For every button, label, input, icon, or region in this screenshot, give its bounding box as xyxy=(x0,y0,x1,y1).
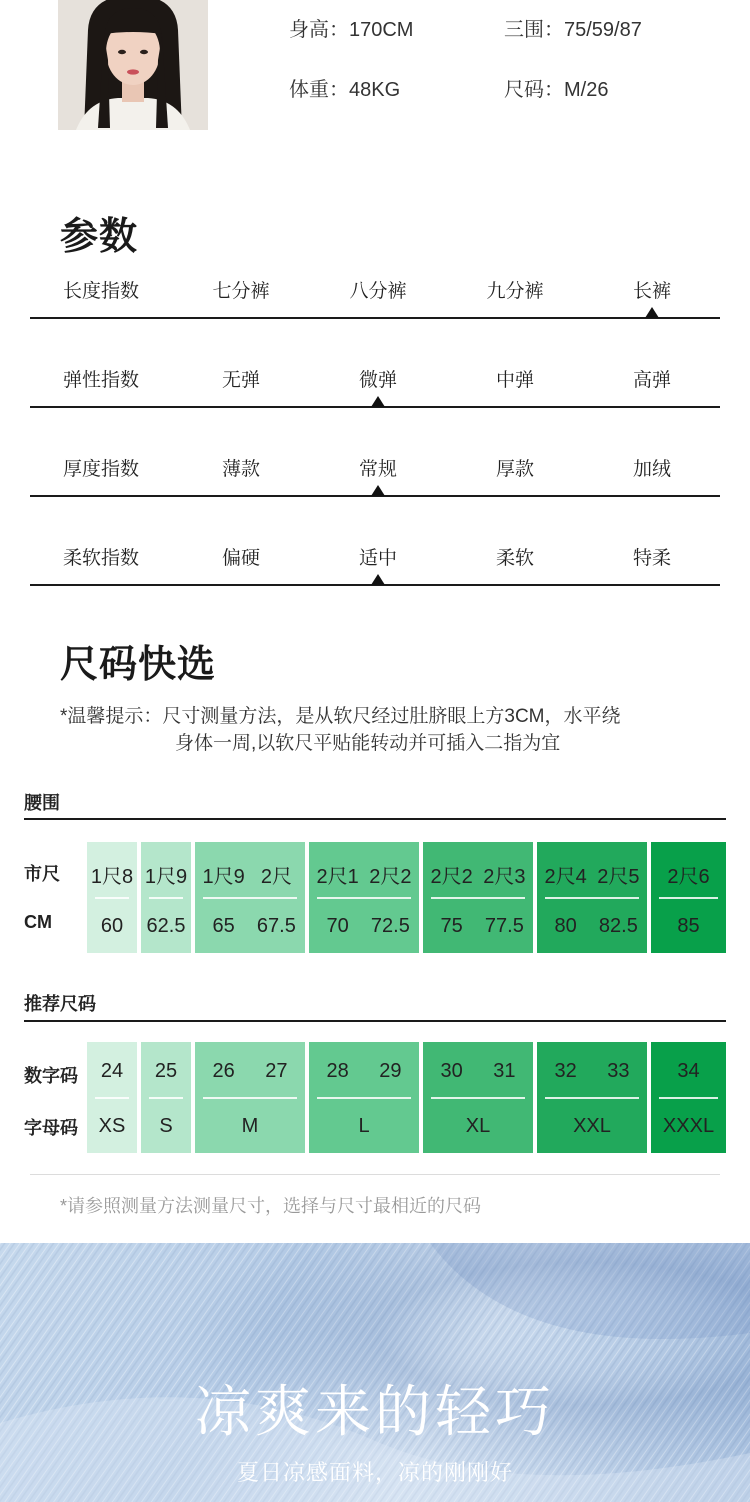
waist-group-separator xyxy=(203,897,297,899)
param-divider xyxy=(30,317,720,319)
recommend-size-group xyxy=(651,1042,726,1153)
recommend-top-value: 29 xyxy=(379,1060,402,1082)
waist-bottom-value: 65 xyxy=(212,915,235,937)
recommend-group-separator xyxy=(95,1097,129,1099)
recommend-bottom-value: XXL xyxy=(573,1115,611,1137)
waist-bottom-value: 75 xyxy=(440,915,463,937)
recommend-divider xyxy=(24,1020,726,1022)
recommend-bottom-value: M xyxy=(241,1115,259,1137)
recommend-top-value: 28 xyxy=(326,1060,349,1082)
waist-size-group xyxy=(651,842,726,953)
waist-bottom-value: 70 xyxy=(326,915,349,937)
waist-group-separator xyxy=(431,897,525,899)
waist-top-value: 2尺3 xyxy=(483,866,526,888)
param-row xyxy=(30,365,720,408)
measure-tip-line1: *温馨提示：尺寸测量方法，是从软尺经过肚脐眼上方3CM，水平绕 xyxy=(60,706,621,727)
waist-top-value: 2尺4 xyxy=(544,866,587,888)
param-option: 偏硬 xyxy=(221,548,260,569)
recommend-bottom-value: XXXL xyxy=(662,1115,715,1137)
waist-group-separator xyxy=(317,897,411,899)
recommend-top-value: 30 xyxy=(440,1060,463,1082)
footnote-divider xyxy=(30,1174,720,1175)
recommend-top-value: 24 xyxy=(100,1060,124,1082)
waist-size-group xyxy=(309,842,419,953)
recommend-size-group xyxy=(309,1042,419,1153)
waist-top-value: 2尺5 xyxy=(597,866,640,888)
waist-top-value: 2尺2 xyxy=(430,866,473,888)
recommend-size-group xyxy=(195,1042,305,1153)
recommend-bottom-value: XL xyxy=(465,1115,491,1137)
measure-tip xyxy=(60,703,621,757)
recommend-size-group xyxy=(141,1042,191,1153)
param-option: 八分裤 xyxy=(349,281,407,302)
param-option: 九分裤 xyxy=(486,281,544,302)
recommend-group-separator xyxy=(659,1097,718,1099)
size-select-title: 尺码快选 xyxy=(60,644,217,686)
waist-group-separator xyxy=(149,897,183,899)
waist-top-value: 2尺6 xyxy=(667,866,710,888)
recommend-top-value: 25 xyxy=(154,1060,178,1082)
waist-bottom-value: 77.5 xyxy=(484,915,524,937)
model-portrait-icon xyxy=(58,0,208,130)
recommend-top-value: 26 xyxy=(212,1060,235,1082)
param-option: 常规 xyxy=(358,459,397,480)
param-row xyxy=(30,454,720,497)
recommend-bottom-value: L xyxy=(358,1115,370,1137)
waist-size-group xyxy=(423,842,533,953)
param-selected-marker xyxy=(371,485,385,496)
param-label: 弹性指数 xyxy=(62,370,139,391)
recommend-group-separator xyxy=(203,1097,297,1099)
model-measurements: 三围：75/59/87 xyxy=(504,19,642,41)
recommend-size-group xyxy=(87,1042,137,1153)
param-option: 适中 xyxy=(358,548,397,569)
waist-size-group xyxy=(537,842,647,953)
recommend-group-separator xyxy=(317,1097,411,1099)
model-height: 身高：170CM xyxy=(289,19,414,41)
waist-bottom-value: 67.5 xyxy=(256,915,296,937)
waist-size-group xyxy=(195,842,305,953)
waist-top-value: 1尺8 xyxy=(90,866,134,888)
banner-subtitle: 夏日凉感面料，凉的刚刚好 xyxy=(236,1460,513,1485)
param-option: 柔软 xyxy=(495,548,534,569)
waist-top-value: 2尺2 xyxy=(369,866,412,888)
waist-bottom-value: 62.5 xyxy=(146,915,186,937)
waist-bottom-value: 72.5 xyxy=(370,915,410,937)
banner-title: 凉爽来的轻巧 xyxy=(195,1380,555,1443)
fabric-banner xyxy=(0,1243,750,1502)
param-option: 特柔 xyxy=(632,548,671,569)
waist-group-separator xyxy=(545,897,639,899)
model-photo xyxy=(58,0,208,130)
recommend-size-group xyxy=(537,1042,647,1153)
param-selected-marker xyxy=(645,307,659,318)
recommend-row2-label: 字母码 xyxy=(24,1118,78,1138)
waist-row2-label: CM xyxy=(24,912,52,932)
waist-bottom-value: 60 xyxy=(100,915,124,937)
recommend-top-value: 32 xyxy=(554,1060,577,1082)
recommend-row1-label: 数字码 xyxy=(24,1066,78,1086)
waist-header: 腰围 xyxy=(24,793,60,813)
recommend-top-value: 34 xyxy=(677,1060,700,1082)
param-selected-marker xyxy=(371,574,385,585)
waist-row1-label: 市尺 xyxy=(24,864,60,884)
param-row xyxy=(30,276,720,319)
recommend-group-separator xyxy=(431,1097,525,1099)
recommend-top-value: 31 xyxy=(493,1060,516,1082)
param-option: 长裤 xyxy=(632,281,671,302)
waist-bottom-value: 85 xyxy=(677,915,700,937)
waist-size-group xyxy=(87,842,137,953)
footnote: *请参照测量方法测量尺寸，选择与尺寸最相近的尺码 xyxy=(60,1196,482,1216)
param-selected-marker xyxy=(371,396,385,407)
param-option: 中弹 xyxy=(495,370,534,391)
waist-top-value: 2尺1 xyxy=(316,866,359,888)
param-label: 柔软指数 xyxy=(62,548,139,569)
param-option: 厚款 xyxy=(495,459,534,480)
params-title: 参数 xyxy=(60,216,139,258)
measure-tip-line2: 身体一周,以软尺平贴能转动并可插入二指为宜 xyxy=(175,733,561,754)
recommend-bottom-value: XS xyxy=(98,1115,126,1137)
param-option: 七分裤 xyxy=(212,281,270,302)
recommend-size-group xyxy=(423,1042,533,1153)
param-label: 厚度指数 xyxy=(62,459,139,480)
param-option: 无弹 xyxy=(221,370,260,391)
waist-top-value: 1尺9 xyxy=(202,866,245,888)
param-option: 微弹 xyxy=(358,370,397,391)
waist-divider xyxy=(24,818,726,820)
recommend-bottom-value: S xyxy=(159,1115,173,1137)
model-size: 尺码：M/26 xyxy=(504,79,609,101)
waist-top-value: 1尺9 xyxy=(144,866,188,888)
recommend-group-separator xyxy=(149,1097,183,1099)
recommend-top-value: 27 xyxy=(265,1060,288,1082)
waist-top-value: 2尺 xyxy=(260,866,292,888)
param-option: 薄款 xyxy=(221,459,260,480)
waist-bottom-value: 82.5 xyxy=(598,915,638,937)
model-weight: 体重：48KG xyxy=(289,79,401,101)
waist-size-group xyxy=(141,842,191,953)
param-row xyxy=(30,543,720,586)
waist-group-separator xyxy=(95,897,129,899)
recommend-header: 推荐尺码 xyxy=(24,994,96,1014)
waist-bottom-value: 80 xyxy=(554,915,577,937)
recommend-group-separator xyxy=(545,1097,639,1099)
param-option: 加绒 xyxy=(632,459,671,480)
param-option: 高弹 xyxy=(632,370,671,391)
recommend-top-value: 33 xyxy=(607,1060,630,1082)
waist-group-separator xyxy=(659,897,718,899)
param-label: 长度指数 xyxy=(62,281,139,302)
